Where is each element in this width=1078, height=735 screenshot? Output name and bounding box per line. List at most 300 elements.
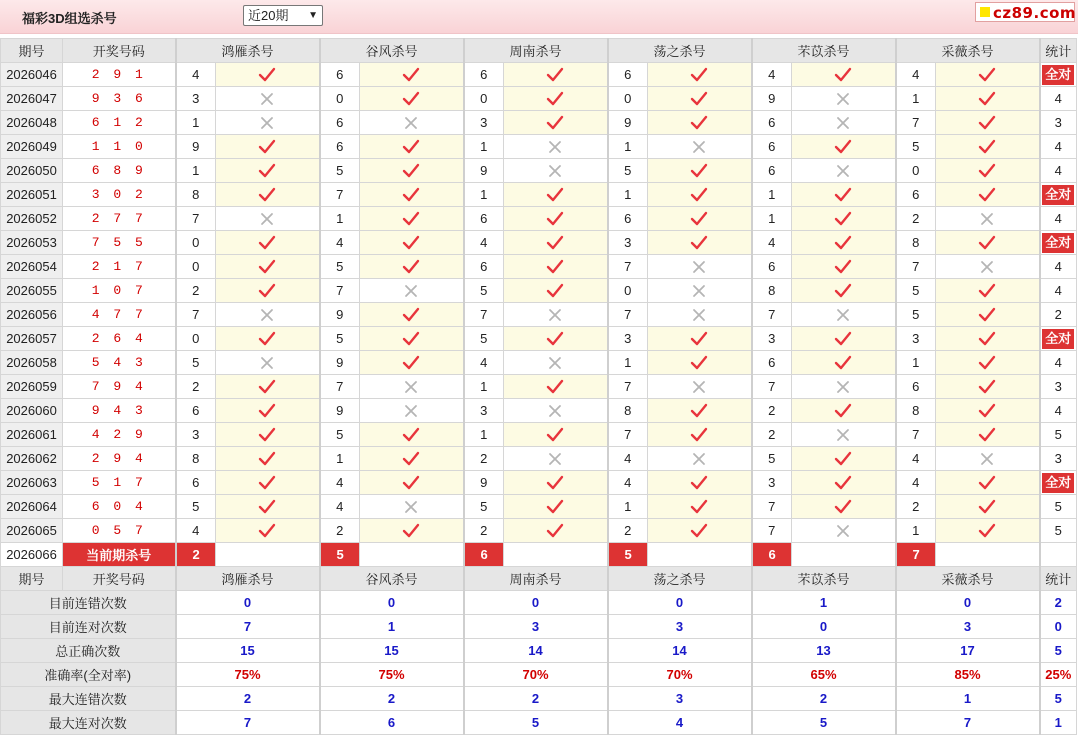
current-empty-cell: [504, 543, 608, 567]
kill-number-cell: 4: [320, 495, 360, 519]
summary-stat: 5: [1040, 639, 1077, 663]
stat-cell: 4: [1040, 87, 1077, 111]
kill-number-cell: 2: [176, 375, 216, 399]
check-icon: [258, 427, 276, 443]
hit-mark-cell: [360, 447, 464, 471]
hit-mark-cell: [504, 87, 608, 111]
table-row: [1, 519, 1077, 543]
check-icon: [978, 187, 996, 203]
stat-cell: 3: [1040, 447, 1077, 471]
current-kill-number: 5: [608, 543, 648, 567]
hit-mark-cell: [648, 231, 752, 255]
cross-icon: [980, 212, 994, 226]
miss-mark-cell: [648, 279, 752, 303]
summary-value: 15: [320, 639, 464, 663]
period-range-select[interactable]: [243, 5, 323, 26]
summary-value: 5: [464, 711, 608, 735]
kill-number-cell: 4: [176, 63, 216, 87]
check-icon: [834, 259, 852, 275]
hit-mark-cell: [936, 135, 1040, 159]
kill-number-cell: 9: [320, 351, 360, 375]
current-kill-number: 6: [464, 543, 504, 567]
kill-number-cell: 3: [896, 327, 936, 351]
check-icon: [402, 163, 420, 179]
summary-value: 5: [752, 711, 896, 735]
table-row: [1, 327, 1077, 351]
summary-value: 2: [320, 687, 464, 711]
miss-mark-cell: [792, 303, 896, 327]
kill-number-cell: 1: [320, 447, 360, 471]
kill-number-cell: 8: [752, 279, 792, 303]
stat-cell: 5: [1040, 495, 1077, 519]
kill-number-cell: 1: [608, 135, 648, 159]
kill-number-cell: 3: [752, 471, 792, 495]
draw-number-cell: 9 4 3: [63, 399, 176, 423]
summary-label: 目前连对次数: [1, 615, 176, 639]
hit-mark-cell: [792, 279, 896, 303]
draw-number-cell: 2 9 1: [63, 63, 176, 87]
kill-number-cell: 2: [176, 279, 216, 303]
miss-mark-cell: [360, 375, 464, 399]
miss-mark-cell: [648, 255, 752, 279]
cross-icon: [548, 140, 562, 154]
col-header-expert: 谷风杀号: [320, 39, 464, 63]
summary-value: 7: [896, 711, 1040, 735]
current-empty-cell: [216, 543, 320, 567]
kill-number-cell: 6: [320, 135, 360, 159]
hit-mark-cell: [360, 231, 464, 255]
miss-mark-cell: [792, 423, 896, 447]
cross-icon: [836, 524, 850, 538]
period-cell: 2026046: [1, 63, 63, 87]
summary-value: 4: [608, 711, 752, 735]
miss-mark-cell: [504, 159, 608, 183]
miss-mark-cell: [216, 111, 320, 135]
summary-stat: 25%: [1040, 663, 1077, 687]
table-row: [1, 87, 1077, 111]
kill-number-cell: 1: [896, 87, 936, 111]
current-period-row: [1, 543, 1077, 567]
kill-number-cell: 3: [608, 231, 648, 255]
miss-mark-cell: [648, 447, 752, 471]
period-cell: 2026058: [1, 351, 63, 375]
miss-mark-cell: [936, 447, 1040, 471]
summary-row: [1, 711, 1077, 735]
kill-number-cell: 0: [608, 279, 648, 303]
kill-number-cell: 6: [608, 63, 648, 87]
period-cell: 2026048: [1, 111, 63, 135]
table-row: [1, 183, 1077, 207]
kill-number-cell: 1: [896, 519, 936, 543]
summary-value: 7: [176, 711, 320, 735]
current-kill-number: 6: [752, 543, 792, 567]
hit-mark-cell: [216, 135, 320, 159]
summary-stat: 5: [1040, 687, 1077, 711]
kill-number-cell: 7: [896, 255, 936, 279]
check-icon: [834, 475, 852, 491]
check-icon: [690, 427, 708, 443]
kill-number-cell: 6: [896, 375, 936, 399]
col-header-draw: 开奖号码: [63, 567, 176, 591]
table-row: [1, 471, 1077, 495]
check-icon: [546, 283, 564, 299]
summary-row: [1, 639, 1077, 663]
table-row: [1, 231, 1077, 255]
hit-mark-cell: [360, 303, 464, 327]
table-row: [1, 303, 1077, 327]
kill-number-cell: 4: [464, 351, 504, 375]
hit-mark-cell: [216, 231, 320, 255]
check-icon: [546, 379, 564, 395]
hit-mark-cell: [936, 183, 1040, 207]
miss-mark-cell: [936, 207, 1040, 231]
kill-number-cell: 6: [464, 207, 504, 231]
period-cell: 2026055: [1, 279, 63, 303]
draw-number-cell: 6 8 9: [63, 159, 176, 183]
table-row: [1, 279, 1077, 303]
current-kill-number: 7: [896, 543, 936, 567]
kill-number-cell: 7: [752, 303, 792, 327]
kill-number-cell: 7: [608, 423, 648, 447]
summary-label: 准确率(全对率): [1, 663, 176, 687]
miss-mark-cell: [648, 375, 752, 399]
kill-number-cell: 5: [464, 495, 504, 519]
kill-number-cell: 7: [752, 519, 792, 543]
summary-stat: 2: [1040, 591, 1077, 615]
check-icon: [258, 403, 276, 419]
period-cell: 2026050: [1, 159, 63, 183]
cross-icon: [260, 356, 274, 370]
check-icon: [402, 67, 420, 83]
check-icon: [978, 331, 996, 347]
hit-mark-cell: [360, 255, 464, 279]
hit-mark-cell: [936, 159, 1040, 183]
kill-number-cell: 7: [176, 303, 216, 327]
draw-number-cell: 3 0 2: [63, 183, 176, 207]
miss-mark-cell: [648, 135, 752, 159]
kill-number-cell: 1: [752, 183, 792, 207]
hit-mark-cell: [504, 495, 608, 519]
cross-icon: [836, 308, 850, 322]
cross-icon: [548, 356, 562, 370]
kill-number-cell: 6: [320, 63, 360, 87]
check-icon: [978, 91, 996, 107]
current-kill-number: 5: [320, 543, 360, 567]
hit-mark-cell: [792, 207, 896, 231]
kill-number-cell: 6: [176, 471, 216, 495]
kill-number-cell: 3: [608, 327, 648, 351]
kill-number-cell: 3: [176, 423, 216, 447]
check-icon: [402, 139, 420, 155]
hit-mark-cell: [360, 423, 464, 447]
period-cell: 2026049: [1, 135, 63, 159]
kill-number-cell: 9: [608, 111, 648, 135]
summary-value: 15: [176, 639, 320, 663]
hit-mark-cell: [648, 495, 752, 519]
kill-number-cell: 7: [176, 207, 216, 231]
check-icon: [978, 235, 996, 251]
hit-mark-cell: [504, 111, 608, 135]
summary-label: 最大连对次数: [1, 711, 176, 735]
table-header-row: [1, 39, 1077, 63]
miss-mark-cell: [504, 351, 608, 375]
table-row: [1, 351, 1077, 375]
kill-number-cell: 6: [320, 111, 360, 135]
kill-number-cell: 1: [608, 495, 648, 519]
kill-number-cell: 4: [896, 447, 936, 471]
current-empty-cell: [792, 543, 896, 567]
kill-number-cell: 4: [752, 63, 792, 87]
hit-mark-cell: [792, 231, 896, 255]
table-row: [1, 207, 1077, 231]
hit-mark-cell: [936, 231, 1040, 255]
period-cell: 2026051: [1, 183, 63, 207]
check-icon: [402, 235, 420, 251]
miss-mark-cell: [360, 495, 464, 519]
check-icon: [690, 91, 708, 107]
miss-mark-cell: [216, 87, 320, 111]
kill-number-cell: 6: [752, 159, 792, 183]
hit-mark-cell: [936, 471, 1040, 495]
kill-number-cell: 7: [320, 375, 360, 399]
current-kill-number: 2: [176, 543, 216, 567]
summary-value: 0: [320, 591, 464, 615]
kill-number-cell: 4: [896, 63, 936, 87]
stat-cell: 5: [1040, 423, 1077, 447]
period-cell: 2026047: [1, 87, 63, 111]
kill-number-cell: 0: [176, 327, 216, 351]
check-icon: [546, 91, 564, 107]
miss-mark-cell: [216, 303, 320, 327]
draw-number-cell: 2 9 4: [63, 447, 176, 471]
check-icon: [402, 355, 420, 371]
period-cell: 2026064: [1, 495, 63, 519]
hit-mark-cell: [216, 255, 320, 279]
summary-value: 85%: [896, 663, 1040, 687]
hit-mark-cell: [360, 135, 464, 159]
check-icon: [834, 499, 852, 515]
period-cell: 2026062: [1, 447, 63, 471]
hit-mark-cell: [648, 351, 752, 375]
all-correct-badge: 全对: [1042, 65, 1074, 85]
hit-mark-cell: [216, 495, 320, 519]
period-cell: 2026054: [1, 255, 63, 279]
check-icon: [978, 67, 996, 83]
kill-number-cell: 4: [320, 471, 360, 495]
table-row: [1, 375, 1077, 399]
kill-number-cell: 5: [464, 279, 504, 303]
hit-mark-cell: [216, 375, 320, 399]
kill-number-cell: 1: [752, 207, 792, 231]
table-row: [1, 423, 1077, 447]
hit-mark-cell: [648, 327, 752, 351]
table-row: [1, 111, 1077, 135]
miss-mark-cell: [504, 399, 608, 423]
stat-cell: [1040, 63, 1077, 87]
col-header-period: 期号: [1, 39, 63, 63]
hit-mark-cell: [360, 327, 464, 351]
check-icon: [546, 67, 564, 83]
kill-number-cell: 5: [752, 447, 792, 471]
kill-number-cell: 3: [464, 111, 504, 135]
kill-number-cell: 4: [320, 231, 360, 255]
summary-value: 7: [176, 615, 320, 639]
hit-mark-cell: [216, 63, 320, 87]
summary-value: 0: [752, 615, 896, 639]
check-icon: [258, 331, 276, 347]
table-row: [1, 495, 1077, 519]
cross-icon: [404, 380, 418, 394]
kill-number-cell: 2: [752, 399, 792, 423]
check-icon: [834, 355, 852, 371]
check-icon: [978, 427, 996, 443]
hit-mark-cell: [216, 519, 320, 543]
check-icon: [690, 163, 708, 179]
kill-number-cell: 5: [320, 327, 360, 351]
cross-icon: [836, 164, 850, 178]
kill-number-cell: 0: [176, 231, 216, 255]
check-icon: [258, 163, 276, 179]
check-icon: [834, 283, 852, 299]
summary-value: 3: [608, 687, 752, 711]
cross-icon: [980, 452, 994, 466]
kill-number-cell: 6: [896, 183, 936, 207]
site-logo[interactable]: [975, 2, 1075, 22]
stat-cell: 4: [1040, 207, 1077, 231]
check-icon: [258, 379, 276, 395]
stat-cell: [1040, 183, 1077, 207]
summary-value: 2: [176, 687, 320, 711]
kill-number-cell: 9: [320, 399, 360, 423]
table-row: [1, 63, 1077, 87]
current-period-cell: 2026066: [1, 543, 63, 567]
draw-number-cell: 7 5 5: [63, 231, 176, 255]
summary-value: 3: [608, 615, 752, 639]
miss-mark-cell: [792, 375, 896, 399]
col-header-expert: 周南杀号: [464, 567, 608, 591]
current-empty-cell: [648, 543, 752, 567]
summary-value: 70%: [608, 663, 752, 687]
hit-mark-cell: [792, 327, 896, 351]
kill-number-cell: 1: [464, 183, 504, 207]
kill-number-cell: 7: [608, 303, 648, 327]
check-icon: [690, 523, 708, 539]
current-empty-cell: [360, 543, 464, 567]
kill-number-cell: 2: [320, 519, 360, 543]
check-icon: [978, 379, 996, 395]
check-icon: [690, 499, 708, 515]
summary-value: 1: [752, 591, 896, 615]
kill-number-cell: 3: [752, 327, 792, 351]
check-icon: [690, 115, 708, 131]
kill-number-cell: 5: [896, 279, 936, 303]
kill-number-cell: 1: [608, 351, 648, 375]
col-header-expert: 周南杀号: [464, 39, 608, 63]
hit-mark-cell: [648, 423, 752, 447]
hit-mark-cell: [360, 471, 464, 495]
kill-number-cell: 7: [752, 495, 792, 519]
period-cell: 2026060: [1, 399, 63, 423]
summary-value: 14: [464, 639, 608, 663]
col-header-draw: 开奖号码: [63, 39, 176, 63]
current-empty-cell: [936, 543, 1040, 567]
check-icon: [402, 331, 420, 347]
hit-mark-cell: [936, 63, 1040, 87]
hit-mark-cell: [216, 423, 320, 447]
check-icon: [258, 235, 276, 251]
hit-mark-cell: [504, 471, 608, 495]
kill-number-cell: 4: [608, 447, 648, 471]
check-icon: [834, 403, 852, 419]
kill-number-cell: 6: [608, 207, 648, 231]
kill-number-cell: 8: [608, 399, 648, 423]
stat-cell: 3: [1040, 375, 1077, 399]
kill-number-cell: 6: [464, 255, 504, 279]
hit-mark-cell: [360, 159, 464, 183]
check-icon: [978, 499, 996, 515]
summary-value: 70%: [464, 663, 608, 687]
hit-mark-cell: [504, 375, 608, 399]
kill-number-cell: 2: [464, 519, 504, 543]
check-icon: [546, 523, 564, 539]
table-footer-header-row: [1, 567, 1077, 591]
miss-mark-cell: [792, 519, 896, 543]
stat-cell: 4: [1040, 255, 1077, 279]
kill-number-cell: 7: [320, 279, 360, 303]
kill-number-cell: 9: [752, 87, 792, 111]
hit-mark-cell: [936, 111, 1040, 135]
check-icon: [402, 187, 420, 203]
check-icon: [258, 259, 276, 275]
check-icon: [690, 475, 708, 491]
period-cell: 2026065: [1, 519, 63, 543]
check-icon: [690, 355, 708, 371]
cross-icon: [548, 452, 562, 466]
hit-mark-cell: [648, 183, 752, 207]
hit-mark-cell: [504, 519, 608, 543]
period-cell: 2026059: [1, 375, 63, 399]
check-icon: [258, 283, 276, 299]
stat-cell: 3: [1040, 111, 1077, 135]
summary-value: 75%: [176, 663, 320, 687]
kill-number-cell: 7: [752, 375, 792, 399]
check-icon: [402, 523, 420, 539]
kill-number-cell: 3: [176, 87, 216, 111]
check-icon: [834, 451, 852, 467]
col-header-expert: 鸿雁杀号: [176, 567, 320, 591]
kill-number-cell: 3: [464, 399, 504, 423]
kill-number-cell: 5: [176, 495, 216, 519]
miss-mark-cell: [504, 135, 608, 159]
kill-number-cell: 1: [608, 183, 648, 207]
draw-number-cell: 1 0 7: [63, 279, 176, 303]
check-icon: [690, 187, 708, 203]
hit-mark-cell: [360, 207, 464, 231]
hit-mark-cell: [936, 519, 1040, 543]
kill-number-cell: 7: [608, 375, 648, 399]
check-icon: [402, 475, 420, 491]
kill-number-cell: 2: [896, 207, 936, 231]
summary-value: 6: [320, 711, 464, 735]
hit-mark-cell: [648, 207, 752, 231]
all-correct-badge: 全对: [1042, 185, 1074, 205]
period-cell: 2026063: [1, 471, 63, 495]
kill-number-cell: 2: [752, 423, 792, 447]
kill-number-cell: 9: [464, 159, 504, 183]
check-icon: [546, 235, 564, 251]
kill-number-cell: 5: [320, 159, 360, 183]
check-icon: [402, 451, 420, 467]
